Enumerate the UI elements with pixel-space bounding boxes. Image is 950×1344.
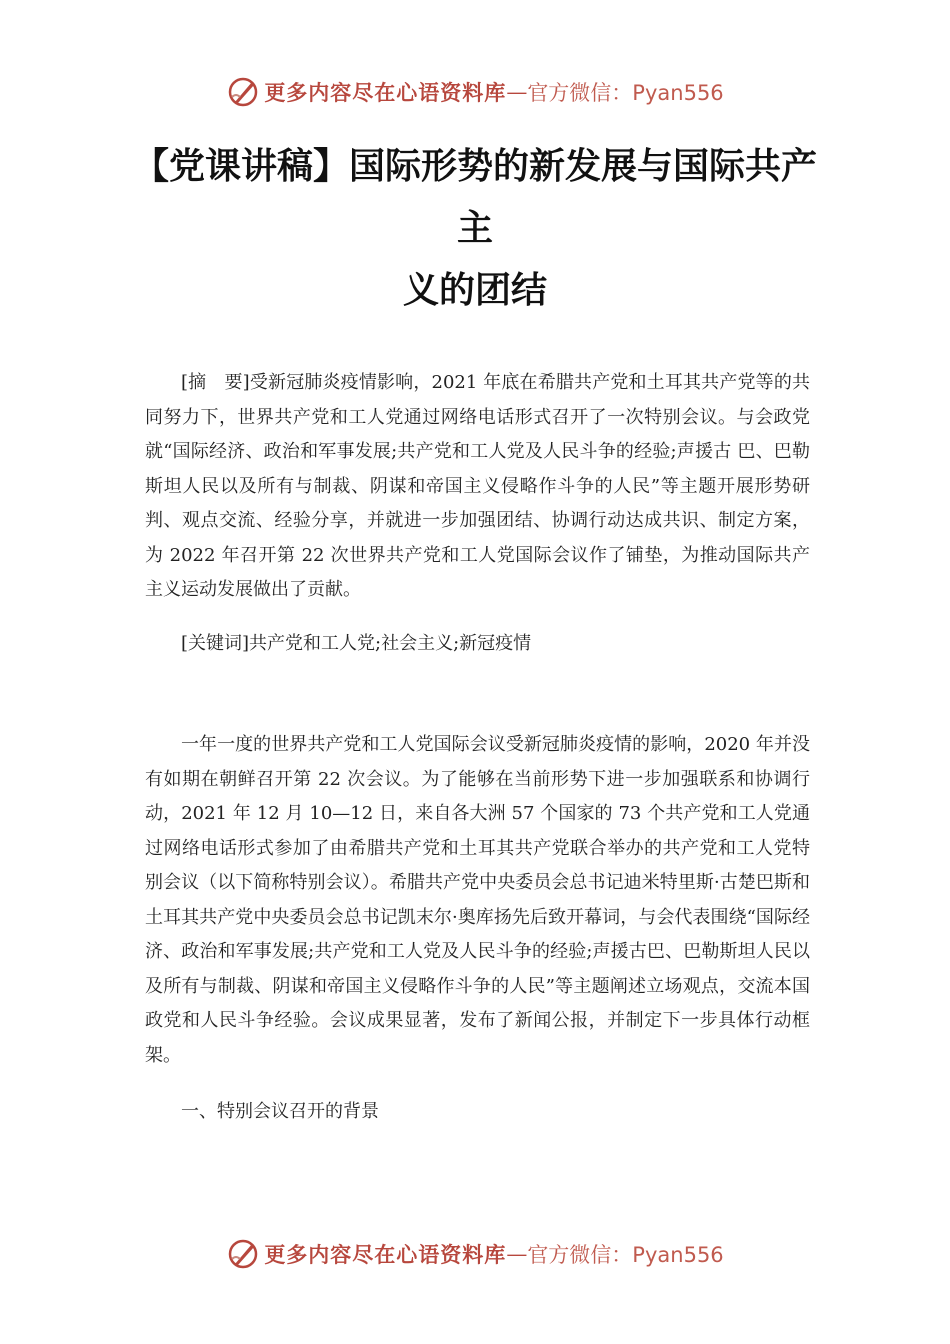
- footer-banner: [0, 1234, 950, 1274]
- banner-separator: —: [506, 1242, 528, 1266]
- quill-pen-logo-icon: [226, 1237, 260, 1271]
- header-banner: [0, 72, 950, 112]
- title-line-3: 义的团结: [402, 270, 547, 311]
- banner-contact: 官方微信：Pyan556: [527, 1243, 724, 1267]
- title-line-2: 主: [456, 208, 493, 249]
- keywords-paragraph: [关键词]共产党和工人党;社会主义;新冠疫情: [181, 633, 532, 654]
- quill-pen-logo-icon: [226, 75, 260, 109]
- title-line-1: 【党课讲稿】国际形势的新发展与国际共产: [132, 146, 817, 187]
- body-paragraph-1: 一年一度的世界共产党和工人党国际会议受新冠肺炎疫情的影响，2020 年并没有如期在朝鲜召开第 22 次会议。为了能够在当前形势下进一步加强联系和协调行动，2021 年 12 月 10—12 日，来自各大洲 57 个国家的 73 个共产党和工人党通过网络电话形式参加了由希腊共产党和土耳其共产党联合举办的共产党和工人党特别会议（以下简称特别会议）。希腊共产党中央委员会总书记迪米特里斯·古楚巴斯和土耳其共产党中央委员会总书记凯末尔·奥库扬先后致开幕词，与会代表围绕“国际经济、政治和军事发展;共产党和工人党及人民斗争的经验;声援古巴、巴勒斯坦人民以及所有与制裁、阴谋和帝国主义侵略作斗争的人民”等主题阐述立场观点，交流本国政党和人民斗争经验。会议成果显著，发布了新闻公报，并制定下一步具体行动框架。: [145, 734, 810, 1066]
- banner-text: 更多内容尽在心语资料库: [264, 1242, 507, 1267]
- banner-text: 更多内容尽在心语资料库: [264, 80, 507, 105]
- abstract-paragraph: [摘 要]受新冠肺炎疫情影响，2021 年底在希腊共产党和土耳其共产党等的共同努力下，世界共产党和工人党通过网络电话形式召开了一次特别会议。与会政党就“国际经济、政治和军事发展;共产党和工人党及人民斗争的经验;声援古 巴、巴勒斯坦人民以及所有与制裁、阴谋和帝国主义侵略作斗争的人民”等主题开展形势研判、观点交流、经验分享，并就进一步加强团结、协调行动达成共识、制定方案，为 2022 年召开第 22 次世界共产党和工人党国际会议作了铺垫，为推动国际共产主义运动发展做出了贡献。: [145, 372, 810, 600]
- banner-separator: —: [506, 80, 528, 104]
- document-title: [0, 136, 950, 322]
- section-heading: 一、特别会议召开的背景: [181, 1101, 379, 1122]
- banner-contact: 官方微信：Pyan556: [527, 81, 724, 105]
